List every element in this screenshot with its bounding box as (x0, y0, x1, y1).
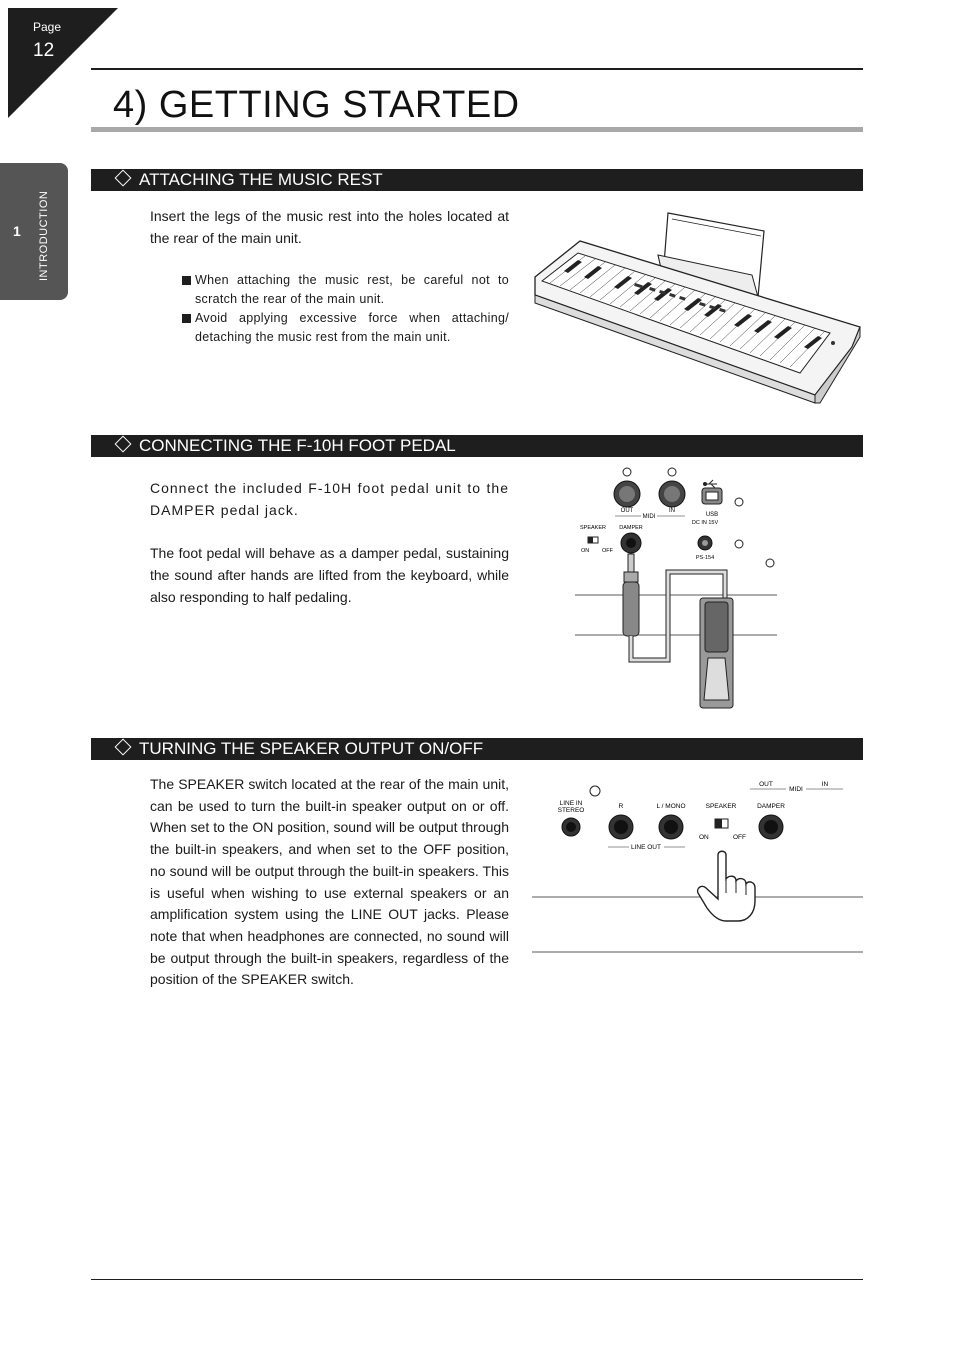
diamond-icon (115, 436, 132, 453)
page-title: 4) GETTING STARTED (113, 84, 520, 126)
damper-label: DAMPER (757, 803, 785, 810)
in-label: IN (669, 508, 675, 514)
diamond-icon (115, 170, 132, 187)
section-heading-speaker-output (91, 738, 863, 760)
midi-label: MIDI (642, 514, 656, 520)
usb-label: USB (705, 512, 719, 518)
screw-icon (590, 786, 600, 796)
pedal-plug (623, 582, 639, 636)
section-heading-text: TURNING THE SPEAKER OUTPUT ON/OFF (139, 739, 484, 758)
midi-label: MIDI (789, 786, 803, 793)
top-rule (91, 68, 863, 70)
piano-music-rest-illustration (530, 205, 865, 410)
dc-in-label: DC IN 15V (691, 520, 719, 526)
off-label: OFF (733, 834, 746, 841)
damper-label: DAMPER (619, 525, 643, 531)
speaker-output-body: The SPEAKER switch located at the rear of the main unit, can be used to turn the built-in speaker output on or off. When set to the ON position, sound will be output through the built-in speakers, and when set to the OFF position, no sound will be output through the built-in speakers. This is useful when wishing to use external speakers or an amplification system using the LINE OUT jacks. Please note that when headphones are connected, no sound will be output through the built-in speakers, regardless of the position of the SPEAKER switch. (150, 776, 509, 988)
foot-pedal-body-2: The foot pedal will behave as a damper pedal, sustaining the sound after hands are lifted from the keyboard, while also responding to half pedaling. (150, 545, 509, 605)
page-label: Page (33, 20, 62, 34)
section-heading-text: ATTACHING THE MUSIC REST (139, 170, 383, 189)
section-heading-music-rest (91, 169, 863, 191)
speaker-switch-diagram (530, 775, 865, 955)
note-item: Avoid applying excessive force when attaching/ detaching the music rest from the main unit. (182, 309, 509, 347)
in-label: IN (821, 781, 829, 788)
page-number: 12 (33, 40, 55, 61)
bullet-square-icon (182, 276, 191, 285)
speaker-label: SPEAKER (580, 525, 606, 531)
title-rule (91, 127, 863, 132)
foot-pedal-body-1: Connect the included F-10H foot pedal unit to the DAMPER pedal jack. (150, 480, 509, 518)
usb-icon (703, 480, 717, 488)
music-rest-notes (182, 271, 509, 347)
speaker-label: SPEAKER (705, 803, 737, 810)
ps-label: PS-154 (695, 555, 715, 561)
pedal-plug-tip (628, 554, 634, 572)
r-label: R (618, 803, 624, 810)
section-heading-foot-pedal (91, 435, 863, 457)
out-label: OUT (759, 781, 773, 788)
on-label: ON (581, 548, 590, 554)
line-in-label-1: LINE IN (559, 800, 583, 807)
page-corner-tab (8, 8, 118, 118)
line-in-label-2: STEREO (557, 807, 585, 814)
l-mono-label: L / MONO (656, 803, 686, 810)
chapter-side-tab[interactable] (0, 163, 68, 300)
note-item: When attaching the music rest, be careful not to scratch the rear of the main unit. (182, 271, 509, 309)
bottom-rule (91, 1279, 863, 1280)
chapter-number: 1 (13, 223, 21, 239)
section-heading-text: CONNECTING THE F-10H FOOT PEDAL (139, 436, 456, 455)
bullet-square-icon (182, 314, 191, 323)
out-label: OUT (620, 508, 634, 514)
diamond-icon (115, 739, 132, 756)
foot-pedal-connection-diagram (575, 462, 785, 714)
line-out-label: LINE OUT (631, 844, 661, 851)
music-rest-body: Insert the legs of the music rest into the holes located at the rear of the main unit. (150, 208, 509, 246)
off-label: OFF (602, 548, 613, 554)
on-label: ON (699, 834, 709, 841)
chapter-label: INTRODUCTION (38, 190, 50, 281)
